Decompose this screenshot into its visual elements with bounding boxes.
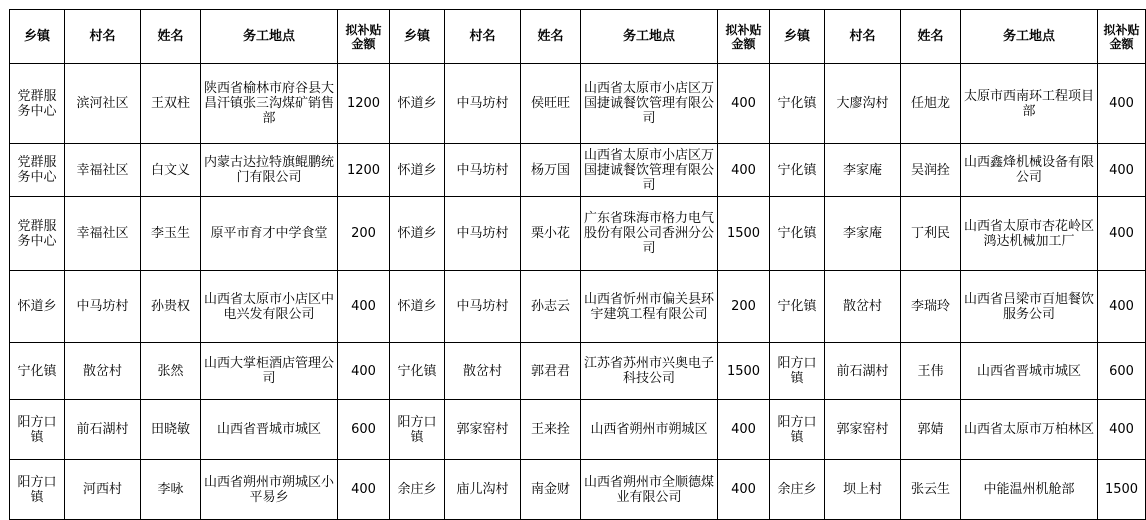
cell-work-location[interactable]: 山西省太原市小店区万国捷诚餐饮管理有限公司 [583,81,714,126]
header-subsidy-amount[interactable]: 拟补贴金额 [725,22,762,51]
column-border [580,9,581,520]
cell-village[interactable]: 中马坊村 [456,299,509,314]
column-border [960,9,961,520]
header-work-location[interactable]: 务工地点 [1002,29,1055,44]
cell-name[interactable]: 王来拴 [530,422,570,437]
column-border [9,9,10,520]
cell-subsidy-amount[interactable]: 400 [1109,226,1134,241]
column-border [769,9,770,520]
cell-township[interactable]: 阳方口镇 [17,414,57,445]
cell-subsidy-amount[interactable]: 400 [351,363,376,379]
cell-village[interactable]: 幸福社区 [76,162,129,178]
column-border [824,9,825,520]
column-border [337,9,338,520]
subsidy-table [9,9,1145,519]
header-work-location[interactable]: 务工地点 [242,29,295,44]
cell-work-location[interactable]: 山西省太原市小店区中电兴发有限公司 [203,291,334,322]
cell-township[interactable]: 阳方口镇 [777,356,817,386]
cell-township[interactable]: 怀道乡 [397,299,437,314]
cell-village[interactable]: 散岔村 [842,299,882,314]
column-border [520,9,521,520]
column-border [64,9,65,520]
cell-name[interactable]: 吴润拴 [910,162,950,178]
column-border [140,9,141,520]
cell-name[interactable]: 孙贵权 [150,299,190,314]
cell-village[interactable]: 郭家窑村 [836,422,889,437]
cell-name[interactable]: 张然 [157,363,184,379]
cell-name[interactable]: 张云生 [910,482,950,497]
cell-work-location[interactable]: 山西省忻州市偏关县环宇建筑工程有限公司 [583,291,714,322]
column-border [900,9,901,520]
cell-village[interactable]: 前石湖村 [836,363,889,379]
header-township[interactable]: 乡镇 [783,29,810,44]
header-name[interactable]: 姓名 [157,29,184,44]
cell-township[interactable]: 宁化镇 [777,96,817,111]
cell-township[interactable]: 余庄乡 [397,482,437,497]
row-border [9,399,1146,400]
cell-subsidy-amount[interactable]: 600 [1109,363,1134,379]
row-border [9,270,1146,271]
cell-work-location[interactable]: 山西省太原市杏花岭区鸿达机械加工厂 [963,218,1094,249]
cell-name[interactable]: 栗小花 [530,226,570,241]
cell-subsidy-amount[interactable]: 400 [1109,162,1134,178]
cell-subsidy-amount[interactable]: 200 [351,226,376,241]
cell-village[interactable]: 中马坊村 [76,299,129,314]
cell-township[interactable]: 党群服务中心 [17,155,57,185]
cell-township[interactable]: 余庄乡 [777,482,817,497]
cell-work-location[interactable]: 山西鑫烽机械设备有限公司 [963,155,1094,185]
cell-subsidy-amount[interactable]: 400 [351,299,376,314]
cell-work-location[interactable]: 山西省太原市小店区万国捷诚餐饮管理有限公司 [583,147,714,193]
cell-name[interactable]: 白文义 [150,162,190,178]
cell-subsidy-amount[interactable]: 400 [731,482,756,497]
column-border [444,9,445,520]
cell-township[interactable]: 党群服务中心 [17,88,57,119]
cell-work-location[interactable]: 内蒙古达拉特旗鲲鹏统门有限公司 [203,155,334,185]
cell-name[interactable]: 任旭龙 [910,96,950,111]
cell-subsidy-amount[interactable]: 400 [731,162,756,178]
header-village[interactable]: 村名 [469,29,496,44]
row-border [9,459,1146,460]
header-name[interactable]: 姓名 [917,29,944,44]
cell-township[interactable]: 党群服务中心 [17,218,57,249]
column-border [717,9,718,520]
cell-village[interactable]: 散岔村 [462,363,502,379]
row-border [9,143,1146,144]
cell-work-location[interactable]: 山西省吕梁市百旭餐饮服务公司 [963,291,1094,322]
cell-subsidy-amount[interactable]: 1500 [726,226,761,241]
cell-village[interactable]: 李家庵 [842,162,882,178]
cell-subsidy-amount[interactable]: 1500 [1104,482,1139,497]
cell-village[interactable]: 庙儿沟村 [456,482,509,497]
cell-subsidy-amount[interactable]: 200 [731,299,756,314]
header-work-location[interactable]: 务工地点 [622,29,675,44]
cell-work-location[interactable]: 山西省晋城市城区 [976,363,1081,379]
cell-subsidy-amount[interactable]: 400 [1109,299,1134,314]
cell-work-location[interactable]: 山西省太原市万柏林区 [963,422,1094,437]
cell-township[interactable]: 宁化镇 [777,162,817,178]
cell-village[interactable]: 大廖沟村 [836,96,889,111]
header-subsidy-amount[interactable]: 拟补贴金额 [345,22,382,51]
row-border [9,9,1146,10]
cell-work-location[interactable]: 陕西省榆林市府谷县大昌汗镇张三沟煤矿销售部 [203,81,334,126]
cell-work-location[interactable]: 山西大掌柜酒店管理公司 [203,356,334,386]
cell-township[interactable]: 宁化镇 [397,363,437,379]
cell-subsidy-amount[interactable]: 600 [351,422,376,437]
row-border [9,196,1146,197]
cell-village[interactable]: 散岔村 [82,363,122,379]
cell-village[interactable]: 郭家窑村 [456,422,509,437]
cell-work-location[interactable]: 山西省朔州市朔城区 [590,422,708,437]
cell-township[interactable]: 宁化镇 [777,226,817,241]
column-border [389,9,390,520]
cell-township[interactable]: 宁化镇 [17,363,57,379]
cell-village[interactable]: 中马坊村 [456,226,509,241]
cell-name[interactable]: 李咏 [157,482,184,497]
cell-work-location[interactable]: 广东省珠海市格力电气股份有限公司香洲分公司 [583,211,714,256]
cell-township[interactable]: 怀道乡 [397,96,437,111]
cell-work-location[interactable]: 太原市西南环工程项目部 [963,88,1094,119]
row-border [9,63,1146,64]
cell-name[interactable]: 侯旺旺 [530,96,570,111]
cell-subsidy-amount[interactable]: 1200 [346,96,381,111]
cell-work-location[interactable]: 江苏省苏州市兴奥电子科技公司 [583,356,714,386]
cell-subsidy-amount[interactable]: 400 [1109,96,1134,111]
cell-name[interactable]: 王伟 [917,363,944,379]
cell-work-location[interactable]: 山西省朔州市全顺德煤业有限公司 [583,474,714,505]
cell-township[interactable]: 阳方口镇 [17,474,57,505]
cell-subsidy-amount[interactable]: 400 [731,422,756,437]
cell-name[interactable]: 郭君君 [530,363,570,379]
cell-village[interactable]: 滨河社区 [76,96,129,111]
cell-village[interactable]: 幸福社区 [76,226,129,241]
row-border [9,342,1146,343]
header-township[interactable]: 乡镇 [23,29,50,44]
cell-subsidy-amount[interactable]: 1500 [726,363,761,379]
cell-subsidy-amount[interactable]: 400 [731,96,756,111]
cell-work-location[interactable]: 原平市育才中学食堂 [210,226,328,241]
cell-work-location[interactable]: 山西省朔州市朔城区小平易乡 [203,474,334,505]
header-township[interactable]: 乡镇 [403,29,430,44]
cell-village[interactable]: 中马坊村 [456,96,509,111]
cell-name[interactable]: 丁利民 [910,226,950,241]
cell-work-location[interactable]: 山西省晋城市城区 [216,422,321,437]
cell-township[interactable]: 怀道乡 [397,226,437,241]
header-village[interactable]: 村名 [89,29,116,44]
cell-village[interactable]: 李家庵 [842,226,882,241]
cell-township[interactable]: 阳方口镇 [777,414,817,445]
cell-township[interactable]: 阳方口镇 [397,414,437,445]
cell-name[interactable]: 李玉生 [150,226,190,241]
cell-name[interactable]: 杨万国 [530,162,570,178]
cell-township[interactable]: 怀道乡 [397,162,437,178]
column-border [200,9,201,520]
cell-subsidy-amount[interactable]: 1200 [346,162,381,178]
cell-name[interactable]: 孙志云 [530,299,570,314]
cell-township[interactable]: 怀道乡 [17,299,57,314]
cell-township[interactable]: 宁化镇 [777,299,817,314]
cell-name[interactable]: 南金财 [530,482,570,497]
cell-work-location[interactable]: 中能温州机舱部 [983,482,1075,497]
cell-subsidy-amount[interactable]: 400 [1109,422,1134,437]
header-name[interactable]: 姓名 [537,29,564,44]
column-border [1097,9,1098,520]
cell-name[interactable]: 王双柱 [150,96,190,111]
header-subsidy-amount[interactable]: 拟补贴金额 [1103,22,1140,51]
header-village[interactable]: 村名 [849,29,876,44]
cell-village[interactable]: 河西村 [82,482,122,497]
cell-name[interactable]: 田晓敏 [150,422,190,437]
cell-village[interactable]: 坝上村 [842,482,882,497]
cell-village[interactable]: 中马坊村 [456,162,509,178]
cell-subsidy-amount[interactable]: 400 [351,482,376,497]
cell-name[interactable]: 郭婧 [917,422,944,437]
cell-village[interactable]: 前石湖村 [76,422,129,437]
cell-name[interactable]: 李瑞玲 [910,299,950,314]
